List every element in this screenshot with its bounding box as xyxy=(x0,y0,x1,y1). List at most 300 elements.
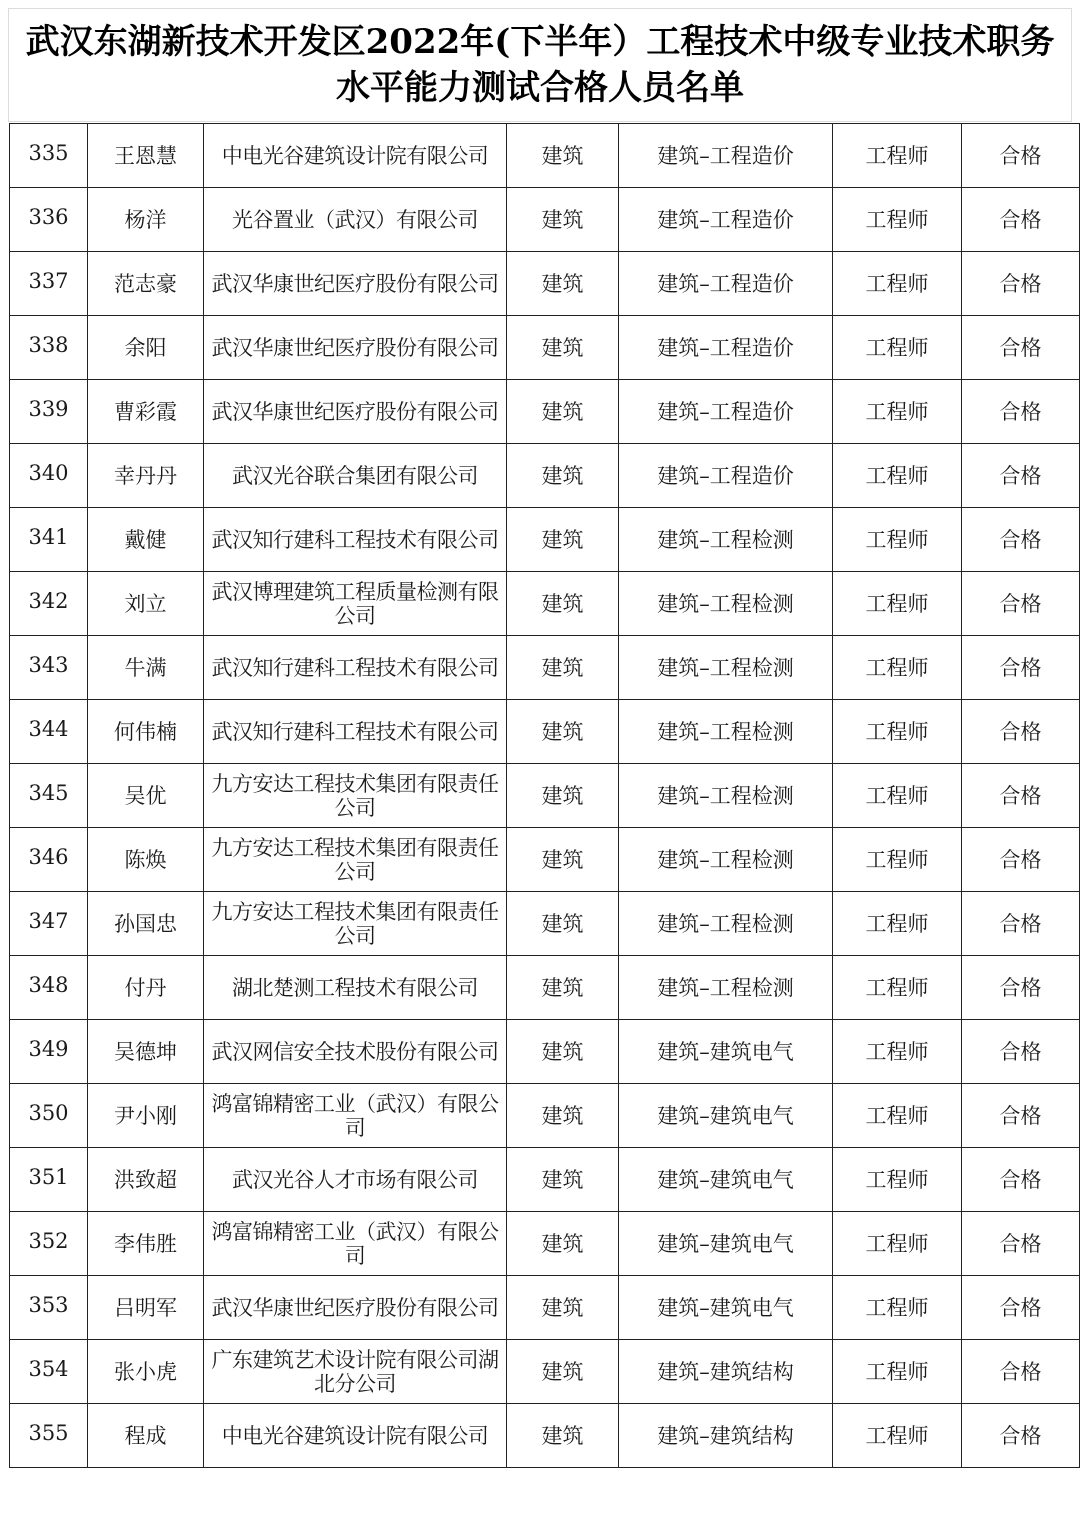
cell-company xyxy=(204,1020,507,1084)
cell-result-text: 合格 xyxy=(999,847,1042,872)
cell-number xyxy=(10,636,88,700)
cell-specialty-text: 建筑–工程造价 xyxy=(657,399,794,424)
cell-company xyxy=(204,1212,507,1276)
cell-level-text: 工程师 xyxy=(865,143,929,168)
cell-result xyxy=(962,444,1080,508)
cell-category xyxy=(507,1212,619,1276)
cell-number xyxy=(10,764,88,828)
cell-company-text: 武汉知行建科工程技术有限公司 xyxy=(211,655,499,680)
cell-category-text: 建筑 xyxy=(541,1359,584,1384)
cell-name-text: 杨洋 xyxy=(124,207,167,232)
cell-result-text: 合格 xyxy=(999,1039,1042,1064)
table-row xyxy=(10,1212,1080,1276)
cell-name xyxy=(88,764,204,828)
cell-company xyxy=(204,572,507,636)
cell-result xyxy=(962,572,1080,636)
cell-name-text: 洪致超 xyxy=(114,1167,177,1192)
cell-specialty-text: 建筑–建筑电气 xyxy=(657,1295,794,1320)
table-row xyxy=(10,1148,1080,1212)
cell-company xyxy=(204,444,507,508)
cell-number-text: 352 xyxy=(28,1228,69,1253)
cell-company xyxy=(204,124,507,188)
cell-company-text: 武汉网信安全技术股份有限公司 xyxy=(211,1039,499,1064)
cell-company-text: 武汉华康世纪医疗股份有限公司 xyxy=(211,335,499,360)
cell-specialty xyxy=(619,508,833,572)
cell-company xyxy=(204,892,507,956)
cell-specialty-text: 建筑–工程造价 xyxy=(657,463,794,488)
cell-specialty-text: 建筑–工程检测 xyxy=(657,719,794,744)
cell-number-text: 349 xyxy=(28,1036,69,1061)
table-row xyxy=(10,700,1080,764)
cell-name xyxy=(88,1020,204,1084)
cell-result xyxy=(962,1404,1080,1468)
cell-number-text: 354 xyxy=(28,1356,69,1381)
table-row xyxy=(10,828,1080,892)
cell-name xyxy=(88,316,204,380)
cell-level xyxy=(833,188,962,252)
cell-specialty-text: 建筑–建筑结构 xyxy=(657,1423,794,1448)
cell-company-text: 中电光谷建筑设计院有限公司 xyxy=(221,143,489,168)
cell-category-text: 建筑 xyxy=(541,591,584,616)
cell-result xyxy=(962,252,1080,316)
cell-level-text: 工程师 xyxy=(865,1103,929,1128)
cell-category xyxy=(507,892,619,956)
cell-number xyxy=(10,380,88,444)
cell-name xyxy=(88,1084,204,1148)
cell-number-text: 335 xyxy=(28,140,69,165)
cell-level-text: 工程师 xyxy=(865,399,929,424)
cell-category-text: 建筑 xyxy=(541,335,584,360)
cell-result xyxy=(962,124,1080,188)
cell-number-text: 347 xyxy=(28,908,69,933)
cell-specialty xyxy=(619,636,833,700)
cell-name-text: 余阳 xyxy=(124,335,167,360)
cell-result-text: 合格 xyxy=(999,1167,1042,1192)
cell-level xyxy=(833,956,962,1020)
cell-number xyxy=(10,316,88,380)
cell-level-text: 工程师 xyxy=(865,527,929,552)
cell-category-text: 建筑 xyxy=(541,911,584,936)
title-line-1: 武汉东湖新技术开发区2022年(下半年）工程技术中级专业技术职务 xyxy=(25,22,1055,62)
cell-number xyxy=(10,572,88,636)
cell-level xyxy=(833,700,962,764)
cell-name-text: 陈焕 xyxy=(124,847,167,872)
cell-company xyxy=(204,828,507,892)
document-title xyxy=(8,8,1072,122)
cell-company xyxy=(204,1148,507,1212)
cell-category-text: 建筑 xyxy=(541,1167,584,1192)
cell-number-text: 342 xyxy=(28,588,69,613)
cell-specialty-text: 建筑–工程检测 xyxy=(657,911,794,936)
cell-company-text: 光谷置业（武汉）有限公司 xyxy=(232,207,478,232)
cell-category-text: 建筑 xyxy=(541,1231,584,1256)
cell-result xyxy=(962,188,1080,252)
cell-name-text: 付丹 xyxy=(124,975,167,1000)
cell-company-text: 武汉华康世纪医疗股份有限公司 xyxy=(211,399,499,424)
table-row xyxy=(10,892,1080,956)
cell-specialty-text: 建筑–建筑电气 xyxy=(657,1231,794,1256)
table-body xyxy=(10,124,1080,1468)
cell-number-text: 355 xyxy=(28,1420,69,1445)
cell-result-text: 合格 xyxy=(999,527,1042,552)
cell-category xyxy=(507,1276,619,1340)
cell-specialty-text: 建筑–工程检测 xyxy=(657,847,794,872)
cell-level xyxy=(833,572,962,636)
cell-name xyxy=(88,956,204,1020)
cell-specialty-text: 建筑–工程检测 xyxy=(657,527,794,552)
cell-company-text: 九方安达工程技术集团有限责任公司 xyxy=(211,835,499,884)
cell-name xyxy=(88,444,204,508)
cell-company xyxy=(204,188,507,252)
table-row xyxy=(10,1276,1080,1340)
cell-number-text: 353 xyxy=(28,1292,69,1317)
cell-specialty xyxy=(619,1404,833,1468)
cell-specialty xyxy=(619,572,833,636)
cell-category xyxy=(507,572,619,636)
cell-specialty xyxy=(619,380,833,444)
cell-level xyxy=(833,508,962,572)
qualified-personnel-table xyxy=(9,123,1080,1468)
table-row xyxy=(10,188,1080,252)
cell-name xyxy=(88,1276,204,1340)
cell-specialty-text: 建筑–工程造价 xyxy=(657,271,794,296)
cell-number xyxy=(10,1084,88,1148)
cell-number xyxy=(10,252,88,316)
cell-result xyxy=(962,700,1080,764)
cell-name xyxy=(88,828,204,892)
cell-number xyxy=(10,1340,88,1404)
cell-category-text: 建筑 xyxy=(541,1295,584,1320)
cell-specialty-text: 建筑–工程检测 xyxy=(657,655,794,680)
table-row xyxy=(10,636,1080,700)
cell-level xyxy=(833,764,962,828)
cell-category-text: 建筑 xyxy=(541,271,584,296)
cell-number-text: 336 xyxy=(28,204,69,229)
cell-category xyxy=(507,1340,619,1404)
cell-name-text: 王恩慧 xyxy=(114,143,177,168)
cell-name xyxy=(88,1148,204,1212)
cell-category xyxy=(507,1084,619,1148)
cell-result xyxy=(962,764,1080,828)
cell-name-text: 孙国忠 xyxy=(114,911,177,936)
cell-category-text: 建筑 xyxy=(541,975,584,1000)
cell-number xyxy=(10,188,88,252)
cell-level-text: 工程师 xyxy=(865,911,929,936)
cell-number xyxy=(10,828,88,892)
cell-result-text: 合格 xyxy=(999,591,1042,616)
cell-result-text: 合格 xyxy=(999,399,1042,424)
cell-specialty xyxy=(619,1276,833,1340)
cell-name xyxy=(88,1340,204,1404)
cell-name xyxy=(88,1404,204,1468)
cell-level-text: 工程师 xyxy=(865,783,929,808)
cell-specialty-text: 建筑–工程检测 xyxy=(657,591,794,616)
cell-level-text: 工程师 xyxy=(865,1231,929,1256)
cell-company xyxy=(204,252,507,316)
cell-category xyxy=(507,700,619,764)
cell-category xyxy=(507,1148,619,1212)
cell-company-text: 广东建筑艺术设计院有限公司湖北分公司 xyxy=(211,1347,499,1396)
cell-level xyxy=(833,636,962,700)
cell-result-text: 合格 xyxy=(999,335,1042,360)
cell-name xyxy=(88,188,204,252)
cell-name-text: 戴健 xyxy=(124,527,167,552)
cell-name xyxy=(88,1212,204,1276)
cell-category xyxy=(507,956,619,1020)
cell-company-text: 武汉知行建科工程技术有限公司 xyxy=(211,719,499,744)
table-row xyxy=(10,124,1080,188)
cell-name xyxy=(88,636,204,700)
cell-number xyxy=(10,1212,88,1276)
cell-number xyxy=(10,1020,88,1084)
cell-name xyxy=(88,700,204,764)
cell-specialty-text: 建筑–工程造价 xyxy=(657,207,794,232)
cell-level-text: 工程师 xyxy=(865,847,929,872)
cell-company xyxy=(204,508,507,572)
cell-level-text: 工程师 xyxy=(865,1039,929,1064)
cell-name-text: 何伟楠 xyxy=(114,719,177,744)
cell-category-text: 建筑 xyxy=(541,719,584,744)
cell-category-text: 建筑 xyxy=(541,463,584,488)
cell-specialty xyxy=(619,444,833,508)
cell-category xyxy=(507,1020,619,1084)
cell-level xyxy=(833,124,962,188)
table-row xyxy=(10,1020,1080,1084)
cell-company xyxy=(204,316,507,380)
cell-specialty-text: 建筑–工程造价 xyxy=(657,335,794,360)
cell-category xyxy=(507,316,619,380)
cell-result-text: 合格 xyxy=(999,719,1042,744)
cell-name-text: 李伟胜 xyxy=(114,1231,177,1256)
cell-name-text: 刘立 xyxy=(124,591,167,616)
cell-result-text: 合格 xyxy=(999,1231,1042,1256)
title-line-2: 水平能力测试合格人员名单 xyxy=(336,68,744,108)
cell-category-text: 建筑 xyxy=(541,783,584,808)
cell-number xyxy=(10,1276,88,1340)
cell-specialty xyxy=(619,764,833,828)
cell-number-text: 341 xyxy=(28,524,69,549)
cell-specialty xyxy=(619,1020,833,1084)
cell-specialty-text: 建筑–工程造价 xyxy=(657,143,794,168)
cell-number-text: 337 xyxy=(28,268,69,293)
cell-category-text: 建筑 xyxy=(541,399,584,424)
cell-specialty xyxy=(619,1340,833,1404)
cell-category xyxy=(507,444,619,508)
cell-specialty xyxy=(619,828,833,892)
cell-number xyxy=(10,1148,88,1212)
cell-number xyxy=(10,124,88,188)
cell-number xyxy=(10,956,88,1020)
cell-company xyxy=(204,1084,507,1148)
cell-company-text: 武汉博理建筑工程质量检测有限公司 xyxy=(211,579,499,628)
cell-name-text: 幸丹丹 xyxy=(114,463,177,488)
cell-number xyxy=(10,1404,88,1468)
cell-name xyxy=(88,892,204,956)
cell-result xyxy=(962,1212,1080,1276)
table-row xyxy=(10,380,1080,444)
cell-specialty-text: 建筑–建筑电气 xyxy=(657,1039,794,1064)
cell-result-text: 合格 xyxy=(999,1295,1042,1320)
cell-result xyxy=(962,1340,1080,1404)
cell-result xyxy=(962,508,1080,572)
cell-category xyxy=(507,124,619,188)
cell-result xyxy=(962,636,1080,700)
cell-level xyxy=(833,892,962,956)
cell-level xyxy=(833,316,962,380)
cell-level xyxy=(833,1020,962,1084)
cell-specialty xyxy=(619,252,833,316)
cell-level-text: 工程师 xyxy=(865,655,929,680)
cell-category-text: 建筑 xyxy=(541,1039,584,1064)
cell-result-text: 合格 xyxy=(999,1103,1042,1128)
table-row xyxy=(10,956,1080,1020)
table-row xyxy=(10,252,1080,316)
cell-company-text: 鸿富锦精密工业（武汉）有限公司 xyxy=(211,1219,499,1268)
cell-name-text: 吕明军 xyxy=(114,1295,177,1320)
cell-specialty xyxy=(619,892,833,956)
cell-company xyxy=(204,1404,507,1468)
cell-category xyxy=(507,380,619,444)
cell-number-text: 338 xyxy=(28,332,69,357)
cell-level xyxy=(833,828,962,892)
cell-result xyxy=(962,1148,1080,1212)
cell-result-text: 合格 xyxy=(999,143,1042,168)
cell-name-text: 吴德坤 xyxy=(114,1039,177,1064)
cell-name xyxy=(88,252,204,316)
cell-specialty-text: 建筑–建筑电气 xyxy=(657,1167,794,1192)
cell-result-text: 合格 xyxy=(999,911,1042,936)
cell-number-text: 344 xyxy=(28,716,69,741)
cell-level xyxy=(833,1340,962,1404)
cell-number-text: 345 xyxy=(28,780,69,805)
cell-number-text: 343 xyxy=(28,652,69,677)
cell-level xyxy=(833,1276,962,1340)
cell-level-text: 工程师 xyxy=(865,335,929,360)
cell-company-text: 武汉华康世纪医疗股份有限公司 xyxy=(211,1295,499,1320)
cell-name-text: 程成 xyxy=(124,1423,167,1448)
cell-specialty-text: 建筑–建筑结构 xyxy=(657,1359,794,1384)
cell-company-text: 武汉光谷联合集团有限公司 xyxy=(232,463,478,488)
cell-number-text: 340 xyxy=(28,460,69,485)
cell-result-text: 合格 xyxy=(999,1359,1042,1384)
cell-category xyxy=(507,1404,619,1468)
cell-level-text: 工程师 xyxy=(865,975,929,1000)
cell-category-text: 建筑 xyxy=(541,143,584,168)
cell-specialty xyxy=(619,1084,833,1148)
cell-company-text: 武汉华康世纪医疗股份有限公司 xyxy=(211,271,499,296)
cell-result-text: 合格 xyxy=(999,655,1042,680)
cell-level-text: 工程师 xyxy=(865,1423,929,1448)
cell-specialty xyxy=(619,188,833,252)
cell-level xyxy=(833,444,962,508)
cell-category-text: 建筑 xyxy=(541,1423,584,1448)
cell-number-text: 348 xyxy=(28,972,69,997)
cell-level xyxy=(833,1212,962,1276)
cell-result xyxy=(962,956,1080,1020)
cell-category xyxy=(507,508,619,572)
cell-company xyxy=(204,700,507,764)
cell-category xyxy=(507,252,619,316)
cell-level-text: 工程师 xyxy=(865,719,929,744)
cell-level xyxy=(833,1148,962,1212)
cell-name-text: 牛满 xyxy=(124,655,167,680)
cell-result-text: 合格 xyxy=(999,975,1042,1000)
cell-specialty xyxy=(619,1148,833,1212)
cell-number-text: 339 xyxy=(28,396,69,421)
cell-number-text: 351 xyxy=(28,1164,69,1189)
cell-company-text: 九方安达工程技术集团有限责任公司 xyxy=(211,771,499,820)
table-row xyxy=(10,1404,1080,1468)
table-row xyxy=(10,764,1080,828)
table-row xyxy=(10,444,1080,508)
cell-number xyxy=(10,892,88,956)
cell-name-text: 曹彩霞 xyxy=(114,399,177,424)
table-row xyxy=(10,572,1080,636)
cell-number xyxy=(10,444,88,508)
cell-name xyxy=(88,380,204,444)
cell-name-text: 尹小刚 xyxy=(114,1103,177,1128)
cell-company xyxy=(204,380,507,444)
cell-specialty xyxy=(619,124,833,188)
cell-category xyxy=(507,188,619,252)
cell-level-text: 工程师 xyxy=(865,463,929,488)
cell-result-text: 合格 xyxy=(999,463,1042,488)
cell-specialty-text: 建筑–建筑电气 xyxy=(657,1103,794,1128)
cell-name xyxy=(88,124,204,188)
cell-company xyxy=(204,956,507,1020)
cell-result-text: 合格 xyxy=(999,207,1042,232)
cell-specialty xyxy=(619,956,833,1020)
cell-result xyxy=(962,316,1080,380)
cell-result-text: 合格 xyxy=(999,1423,1042,1448)
cell-category-text: 建筑 xyxy=(541,655,584,680)
cell-company-text: 武汉光谷人才市场有限公司 xyxy=(232,1167,478,1192)
cell-name-text: 张小虎 xyxy=(114,1359,177,1384)
cell-number xyxy=(10,508,88,572)
cell-result xyxy=(962,892,1080,956)
cell-result-text: 合格 xyxy=(999,783,1042,808)
cell-level-text: 工程师 xyxy=(865,591,929,616)
cell-category-text: 建筑 xyxy=(541,847,584,872)
cell-category-text: 建筑 xyxy=(541,527,584,552)
cell-specialty xyxy=(619,1212,833,1276)
cell-result-text: 合格 xyxy=(999,271,1042,296)
table-row xyxy=(10,508,1080,572)
cell-category xyxy=(507,764,619,828)
cell-company xyxy=(204,636,507,700)
cell-company xyxy=(204,1340,507,1404)
table-row xyxy=(10,1340,1080,1404)
cell-number-text: 346 xyxy=(28,844,69,869)
cell-name-text: 范志豪 xyxy=(114,271,177,296)
cell-level-text: 工程师 xyxy=(865,271,929,296)
cell-category-text: 建筑 xyxy=(541,1103,584,1128)
cell-specialty-text: 建筑–工程检测 xyxy=(657,783,794,808)
cell-result xyxy=(962,1020,1080,1084)
cell-company-text: 武汉知行建科工程技术有限公司 xyxy=(211,527,499,552)
cell-company-text: 中电光谷建筑设计院有限公司 xyxy=(221,1423,489,1448)
cell-level-text: 工程师 xyxy=(865,1295,929,1320)
table-row xyxy=(10,1084,1080,1148)
cell-level-text: 工程师 xyxy=(865,207,929,232)
cell-specialty xyxy=(619,316,833,380)
cell-result xyxy=(962,1084,1080,1148)
cell-specialty xyxy=(619,700,833,764)
cell-category xyxy=(507,828,619,892)
cell-level-text: 工程师 xyxy=(865,1167,929,1192)
cell-level xyxy=(833,1084,962,1148)
cell-name xyxy=(88,508,204,572)
